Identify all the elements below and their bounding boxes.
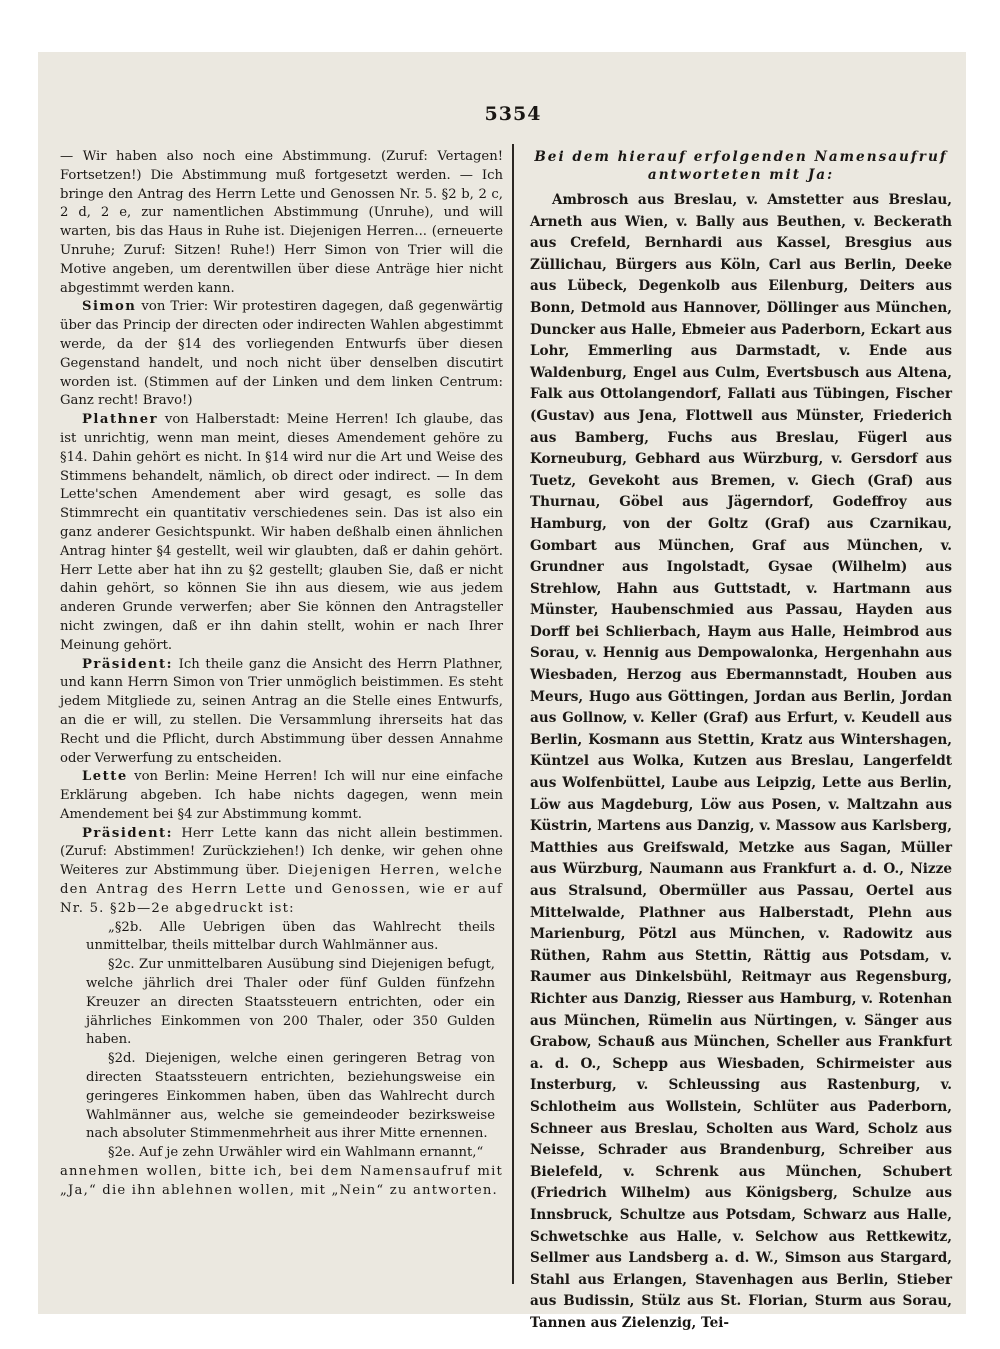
column-divider (512, 144, 514, 1284)
speaker-president: Präsident: (82, 656, 174, 672)
speaker-simon: Simon (82, 299, 137, 315)
speaker-plathner: Plathner (82, 412, 159, 428)
speaker-lette: Lette (82, 769, 128, 785)
speech-president-2-spaced: Diejenigen Herren, welche den Antrag des Herrn Lette und Genossen, wie er auf Nr. 5. §2b—2e abgedruckt ist: (60, 863, 503, 916)
paragraph-closing: annehmen wollen, bitte ich, bei dem Namensaufruf mit „Ja,“ die ihn ablehnen wollen, mit „Nein“ zu antworten. (60, 1164, 503, 1198)
right-column (530, 148, 952, 1334)
paragraph-plathner (60, 411, 503, 655)
paragraph-lette (60, 768, 503, 824)
quoted-section-2d: §2d. Diejenigen, welche einen geringeren Betrag von directen Staatssteuern entrichten, beziehungsweise ein geringeres Einkommen haben, üben das Wahlrecht durch Wahlmänner aus, welche sie gemeindeoder bezirksweise nach absoluter Stimmenmehrheit aus ihrer Mitte ernennen. (86, 1051, 495, 1142)
speech-president-2: Herr Lette kann das nicht allein bestimmen. (Zuruf: Abstimmen! Zurückziehen!) Ich denke, wir gehen ohne Weiteres zur Abstimmung über. (60, 825, 503, 879)
page-number: 5354 (484, 103, 542, 125)
paragraph-president-2 (60, 825, 503, 919)
speech-president-1: Ich theile ganz die Ansicht des Herrn Plathner, und kann Herrn Simon von Trier unmöglich beistimmen. Es steht jedem Mitgliede zu, seinen Antrag an die Stelle eines Entwurfs, an die er will, zu stellen. Die Versammlung ihrerseits hat das Recht und die Pflicht, durch Abstimmung über dessen Annahme oder Verwerfung zu entscheiden. (60, 656, 503, 766)
roll-call-heading: Bei dem hierauf erfolgenden Namensaufruf antworteten mit Ja: (534, 149, 948, 183)
quoted-section-2b: „§2b. Alle Uebrigen üben das Wahlrecht theils unmittelbar, theils mittelbar durch Wahlmänner aus. (86, 919, 495, 954)
document-page (38, 52, 966, 1331)
left-column (60, 148, 503, 1201)
speech-simon: von Trier: Wir protestiren dagegen, daß gegenwärtig über das Princip der directen oder indirecten Wahlen abgestimmt werde, da der §14 des vorliegenden Entwurfs über diesen Gegenstand handelt, und noch nicht über denselben discutirt worden ist. (Stimmen auf der Linken und dem linken Centrum: Ganz recht! Bravo!) (60, 299, 503, 409)
speech-plathner: von Halberstadt: Meine Herren! Ich glaube, das ist unrichtig, wenn man meint, dieses Amendement gehöre zu §14. Dahin gehört es nicht. In §14 wird nur die Art und Weise des Stimmens behandelt, nämlich, ob direct oder indirect. — In dem Lette'schen Amendement aber wird gesagt, es solle das Stimmrecht ein quantitativ verschiedenes sein. Das ist also ein ganz anderer Gesichtspunkt. Wir haben deßhalb einen ähnlichen Antrag hinter §4 gestellt, weil wir glaubten, daß er dahin gehört. Herr Lette aber hat ihn zu §2 gestellt; glauben Sie, daß er nicht dahin gehört, so können Sie ihn aus diesem, wie aus jedem anderen Grunde verwerfen; aber Sie können den Antragsteller nicht zwingen, daß er ihn dahin stellt, wohin er nach Ihrer Meinung gehört. (60, 412, 503, 653)
roll-call-names: Ambrosch aus Breslau, v. Amstetter aus Breslau, Arneth aus Wien, v. Bally aus Beuthen, v. Beckerath aus Crefeld, Bernhardi aus Kassel, Bresgius aus Züllichau, Bürgers aus Köln, Carl aus Berlin, Deeke aus Lübeck, Degenkolb aus Eilenburg, Deiters aus Bonn, Detmold aus Hannover, Döllinger aus München, Duncker aus Halle, Ebmeier aus Paderborn, Eckart aus Lohr, Emmerling aus Darmstadt, v. Ende aus Waldenburg, Engel aus Culm, Evertsbusch aus Altena, Falk aus Ottolangendorf, Fallati aus Tübingen, Fischer (Gustav) aus Jena, Flottwell aus Münster, Friederich aus Bamberg, Fuchs aus Breslau, Fügerl aus Korneuburg, Gebhard aus Würzburg, v. Gersdorf aus Tuetz, Gevekoht aus Bremen, v. Giech (Graf) aus Thurnau, Göbel aus Jägerndorf, Godeffroy aus Hamburg, von der Goltz (Graf) aus Czarnikau, Gombart aus München, Graf aus München, v. Grundner aus Ingolstadt, Gysae (Wilhelm) aus Strehlow, Hahn aus Guttstadt, v. Hartmann aus Münster, Haubenschmied aus Passau, Hayden aus Dorff bei Schlierbach, Haym aus Halle, Heimbrod aus Sorau, v. Hennig aus Dempowalonka, Hergenhahn aus Wiesbaden, Herzog aus Ebermannstadt, Houben aus Meurs, Hugo aus Göttingen, Jordan aus Berlin, Jordan aus Gollnow, v. Keller (Graf) aus Erfurt, v. Keudell aus Berlin, Kosmann aus Stettin, Kratz aus Wintershagen, Küntzel aus Wolka, Kutzen aus Breslau, Langerfeldt aus Wolfenbüttel, Laube aus Leipzig, Lette aus Berlin, Löw aus Magdeburg, Löw aus Posen, v. Maltzahn aus Küstrin, Martens aus Danzig, v. Massow aus Karlsberg, Matthies aus Greifswald, Metzke aus Sagan, Müller aus Würzburg, Naumann aus Frankfurt a. d. O., Nizze aus Stralsund, Obermüller aus Passau, Oertel aus Mittelwalde, Plathner aus Halberstadt, Plehn aus Marienburg, Pötzl aus München, v. Radowitz aus Rüthen, Rahm aus Stettin, Rättig aus Potsdam, v. Raumer aus Dinkelsbühl, Reitmayr aus Regensburg, Richter aus Danzig, Riesser aus Hamburg, v. Rotenhan aus München, Rümelin aus Nürtingen, v. Sänger aus Grabow, Schauß aus München, Scheller aus Frankfurt a. d. O., Schepp aus Wiesbaden, Schirmeister aus Insterburg, v. Schleussing aus Rastenburg, v. Schlotheim aus Wollstein, Schlüter aus Paderborn, Schneer aus Breslau, Scholten aus Ward, Scholz aus Neisse, Schrader aus Brandenburg, Schreiber aus Bielefeld, v. Schrenk aus München, Schubert (Friedrich Wilhelm) aus Königsberg, Schulze aus Innsbruck, Schultze aus Potsdam, Schwarz aus Halle, Schwetschke aus Halle, v. Selchow aus Rettkewitz, Sellmer aus Landsberg a. d. W., Simson aus Stargard, Stahl aus Erlangen, Stavenhagen aus Berlin, Stieber aus Budissin, Stülz aus St. Florian, Sturm aus Sorau, Tannen aus Zielenzig, Tei- (530, 192, 952, 1331)
paragraph-president-1 (60, 656, 503, 769)
paragraph-intro: — Wir haben also noch eine Abstimmung. (Zuruf: Vertagen! Fortsetzen!) Die Abstimmung muß fortgesetzt werden. — Ich bringe den Antrag des Herrn Lette und Genossen Nr. 5. §2 b, 2 c, 2 d, 2 e, zur namentlichen Abstimmung (Unruhe), und will warten, bis das Haus in Ruhe ist. Diejenigen Herren... (erneuerte Unruhe; Zuruf: Sitzen! Ruhe!) Herr Simon von Trier will die Motive angeben, um derentwillen über diese Anträge hier nicht abgestimmt werden kann. (60, 149, 503, 296)
speech-lette: von Berlin: Meine Herren! Ich will nur eine einfache Erklärung abgeben. Ich habe nichts dagegen, wenn mein Amendement bei §4 zur Abstimmung kommt. (60, 769, 503, 822)
quoted-section-2e: §2e. Auf je zehn Urwähler wird ein Wahlmann ernannt,“ (108, 1145, 484, 1161)
paragraph-simon (60, 298, 503, 411)
quoted-section-2c: §2c. Zur unmittelbaren Ausübung sind Diejenigen befugt, welche jährlich drei Thaler oder fünf Gulden fünfzehn Kreuzer an directen Staatssteuern entrichten, oder ein jährliches Einkommen von 200 Thaler, oder 350 Gulden haben. (86, 957, 495, 1048)
speaker-president: Präsident: (82, 825, 174, 841)
